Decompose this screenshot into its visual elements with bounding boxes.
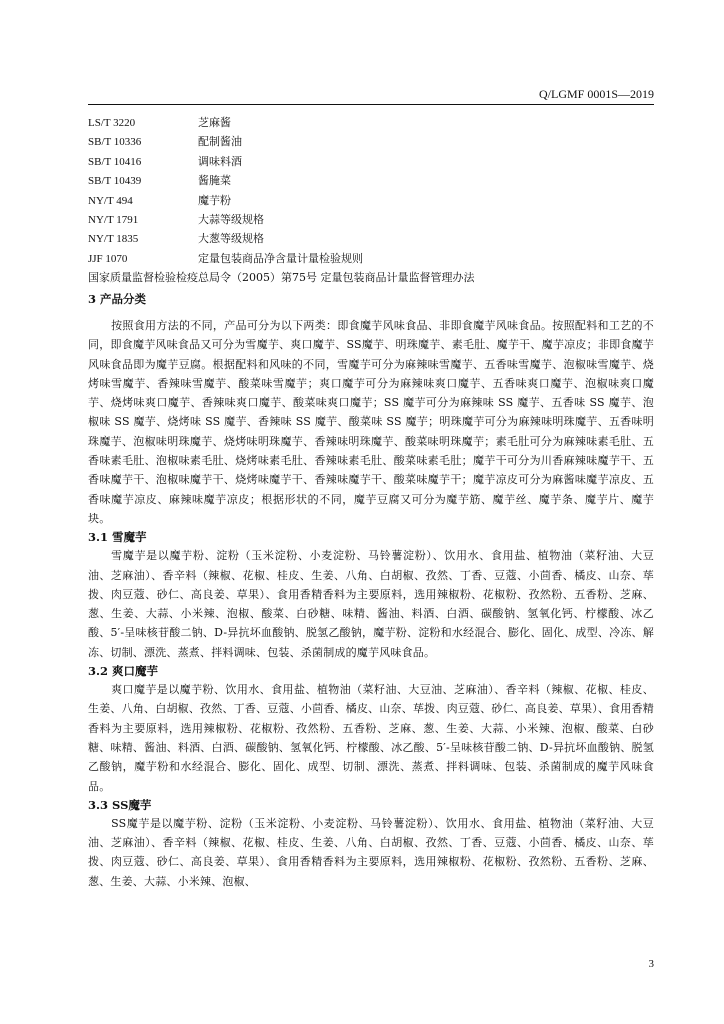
page-number: 3 [648, 958, 654, 970]
subsection-paragraph: 爽口魔芋是以魔芋粉、饮用水、食用盐、植物油（菜籽油、大豆油、芝麻油）、香辛料（辣椒、花椒、桂皮、生姜、八角、白胡椒、孜然、丁香、豆蔻、小茴香、橘皮、山奈、荜拨、肉豆蔻、砂仁、高良姜、草果）、食用香精香料为主要原料，选用辣椒粉、花椒粉、孜然粉、五香粉、芝麻、葱、生姜、大蒜、小米辣、泡椒、酸菜、白砂糖、味精、酱油、料酒、白酒、碳酸钠、氢氧化钙、柠檬酸、冰乙酸、5′-呈味核苷酸二钠、D-异抗坏血酸钠、脱氢乙酸钠，魔芋粉和水经混合、膨化、固化、成型、切制、漂洗、蒸煮、拌料调味、包装、杀菌制成的魔芋风味食品。 [88, 683, 654, 793]
reference-code: NY/T 494 [88, 194, 133, 207]
reference-name: 配制酱油 [198, 135, 242, 149]
reference-item [88, 229, 654, 248]
reference-item [88, 171, 654, 190]
subsection-paragraph: 雪魔芋是以魔芋粉、淀粉（玉米淀粉、小麦淀粉、马铃薯淀粉）、饮用水、食用盐、植物油（菜籽油、大豆油、芝麻油）、香辛料（辣椒、花椒、桂皮、生姜、八角、白胡椒、孜然、丁香、豆蔻、小茴香、橘皮、山奈、荜拨、肉豆蔻、砂仁、高良姜、草果）、食用香精香料为主要原料，选用辣椒粉、花椒粉、孜然粉、五香粉、芝麻、葱、生姜、大蒜、小米辣、泡椒、酸菜、白砂糖、味精、酱油、料酒、白酒、碳酸钠、氢氧化钙、柠檬酸、冰乙酸、5′-呈味核苷酸二钠、D-异抗坏血酸钠、脱氢乙酸钠，魔芋粉、淀粉和水经混合、膨化、固化、成型、冷冻、解冻、切制、漂洗、蒸煮、拌料调味、包装、杀菌制成的魔芋风味食品。 [88, 549, 654, 659]
reference-code: SB/T 10416 [88, 155, 142, 168]
reference-name: 酱腌菜 [198, 174, 231, 188]
reference-name: 芝麻酱 [198, 116, 231, 129]
reference-name: 定量包装商品净含量计量检验规则 [198, 251, 363, 265]
subsection-heading: 3.3 SS魔芋 [88, 797, 152, 812]
subsection-heading: 3.1 雪魔芋 [88, 530, 147, 545]
reference-item [88, 191, 654, 210]
reference-item [88, 132, 654, 151]
section-heading: 3 产品分类 [88, 292, 147, 306]
reference-code: SB/T 10336 [88, 136, 142, 149]
reference-name: 魔芋粉 [198, 193, 231, 207]
reference-name: 大蒜等级规格 [198, 212, 264, 226]
doc-code-header: Q/LGMF 0001S—2019 [538, 87, 654, 101]
reference-name: 调味料酒 [198, 154, 242, 168]
main-content [88, 288, 654, 891]
reference-code: NY/T 1791 [88, 213, 139, 226]
reference-code: JJF 1070 [88, 252, 128, 265]
subsection-heading: 3.2 爽口魔芋 [88, 664, 159, 679]
reference-name: 大葱等级规格 [198, 232, 264, 246]
reference-item [88, 113, 654, 132]
reference-code: LS/T 3220 [88, 117, 136, 129]
header-divider [88, 104, 654, 105]
section-paragraph: 按照食用方法的不同，产品可分为以下两类：即食魔芋风味食品、非即食魔芋风味食品。按照配料和工艺的不同，即食魔芋风味食品又可分为雪魔芋、爽口魔芋、SS魔芋、明珠魔芋、素毛肚、魔芋干、魔芋凉皮；非即食魔芋风味食品即为魔芋豆腐。根据配料和风味的不同，雪魔芋可分为麻辣味雪魔芋、五香味雪魔芋、泡椒味雪魔芋、烧烤味雪魔芋、香辣味雪魔芋、酸菜味雪魔芋；爽口魔芋可分为麻辣味爽口魔芋、五香味爽口魔芋、泡椒味爽口魔芋、烧烤味爽口魔芋、香辣味爽口魔芋、酸菜味爽口魔芋；SS 魔芋可分为麻辣味 SS 魔芋、五香味 SS 魔芋、泡椒味 SS 魔芋、烧烤味 SS 魔芋、香辣味 SS 魔芋、酸菜味 SS 魔芋；明珠魔芋可分为麻辣味明珠魔芋、五香味明珠魔芋、泡椒味明珠魔芋、烧烤味明珠魔芋、香辣味明珠魔芋、酸菜味明珠魔芋；素毛肚可分为麻辣味素毛肚、五香味素毛肚、泡椒味素毛肚、烧烤味素毛肚、香辣味素毛肚、酸菜味素毛肚；魔芋干可分为川香麻辣味魔芋干、五香味魔芋干、泡椒味魔芋干、烧烤味魔芋干、香辣味魔芋干、酸菜味魔芋干；魔芋凉皮可分为麻酱味魔芋凉皮、五香味魔芋凉皮、麻辣味魔芋凉皮；根据形状的不同，魔芋豆腐又可分为魔芋筋、魔芋丝、魔芋条、魔芋片、魔芋块。 [88, 319, 654, 525]
normative-references [88, 113, 654, 288]
reference-item [88, 152, 654, 171]
subsection-paragraph: SS魔芋是以魔芋粉、淀粉（玉米淀粉、小麦淀粉、马铃薯淀粉）、饮用水、食用盐、植物油（菜籽油、大豆油、芝麻油）、香辛料（辣椒、花椒、桂皮、生姜、八角、白胡椒、孜然、丁香、豆蔻、小茴香、橘皮、山奈、荜拨、肉豆蔻、砂仁、高良姜、草果）、食用香精香料为主要原料，选用辣椒粉、花椒粉、孜然粉、五香粉、芝麻、葱、生姜、大蒜、小米辣、泡椒、 [88, 816, 654, 888]
reference-code: NY/T 1835 [88, 233, 139, 246]
reference-code: SB/T 10439 [88, 175, 142, 188]
reference-regulation: 国家质量监督检验检疫总局令（2005）第75号 定量包装商品计量监督管理办法 [88, 271, 475, 285]
reference-item [88, 210, 654, 229]
reference-item [88, 249, 654, 268]
